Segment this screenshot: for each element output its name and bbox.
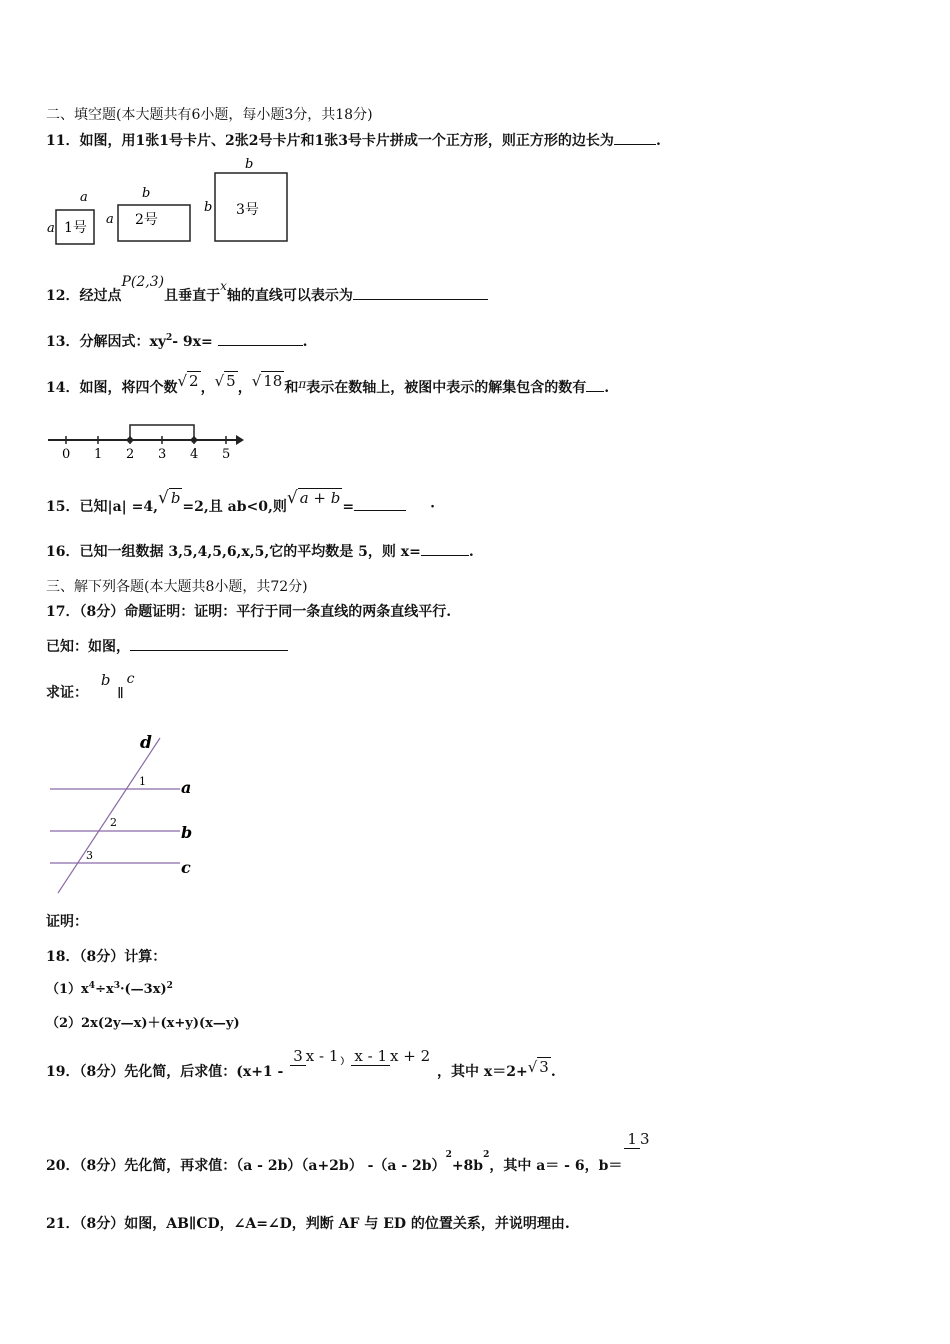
q15-sqrt-ab: √ a + b [286, 488, 341, 508]
q13-sup: 2 [165, 333, 173, 344]
q12-post: 轴的直线可以表示为 [226, 288, 353, 304]
q12-pre: 12．经过点 [46, 288, 122, 304]
q16-text: 16．已知一组数据 3,5,4,5,6,x,5,它的平均数是 5，则 x= [46, 544, 421, 560]
question-16 [46, 541, 474, 561]
question-19 [46, 1045, 556, 1095]
question-13 [46, 331, 308, 351]
q17-known-label: 已知：如图， [46, 639, 130, 655]
q17-proof: 证明： [46, 914, 88, 930]
q17-figure [40, 728, 220, 898]
q14-comma2: ， [237, 380, 252, 396]
q14-sqrt5: √ 5 [214, 372, 236, 390]
angle-1-label: 1 [139, 775, 146, 788]
card2-label: 2号 [135, 212, 158, 228]
q12-axis: x [220, 279, 227, 293]
q14-and: 和 [284, 380, 299, 396]
q11-card-figure [40, 155, 300, 250]
q14-blank [586, 379, 604, 392]
line-a-label: a [181, 778, 192, 797]
q15-eq: = [342, 499, 355, 515]
question-18: 18．（8分）计算： [46, 949, 167, 965]
q20-frac: 1 3 [624, 1130, 649, 1149]
section-2-heading: 二、填空题(本大题共有6小题，每小题3分，共18分) [46, 107, 373, 123]
number-line-tick-label: 1 [94, 447, 103, 462]
q19-frac1: 3 x - 1 [290, 1047, 338, 1066]
q11-text: 11．如图，用1张1号卡片、2张2号卡片和1张3号卡片拼成一个正方形，则正方形的边长为 [46, 133, 614, 149]
q14-post: 表示在数轴上，被图中表示的解集包含的数有 [306, 380, 587, 396]
line-d-label: d [140, 733, 152, 753]
q17-parallel-symbol: ∥ [117, 686, 124, 700]
q20-sup2: 2 [483, 1150, 490, 1161]
card1-side-label: a [47, 221, 55, 236]
q19-mid: ，其中 x＝2+ [437, 1064, 528, 1080]
number-line-tick-label: 3 [158, 447, 167, 462]
q15-blank [354, 498, 406, 511]
q14-end: . [604, 380, 610, 396]
q17-prove-b: b [100, 671, 111, 689]
line-b-label: b [181, 823, 193, 842]
q13-post: - 9x= [172, 334, 213, 350]
q12-mid: 且垂直于 [164, 288, 221, 304]
q14-sqrt2: √ 2 [177, 372, 199, 390]
q15-pre: 15．已知|a| =4, [46, 499, 158, 515]
line-c-label: c [181, 858, 191, 877]
card3-top-label: b [245, 157, 254, 172]
q20-text: 20．（8分）先化简，再求值：（a - 2b）（a+2b） -（a - 2b） [46, 1158, 446, 1174]
q13-blank [218, 333, 303, 346]
q17-prove-c: c [126, 671, 135, 687]
q13-end: . [302, 334, 308, 350]
angle-3-label: 3 [86, 849, 93, 862]
q13-pre: 13．分解因式：xy [46, 334, 166, 350]
question-21: 21．（8分）如图，AB∥CD，∠A=∠D，判断 AF 与 ED 的位置关系，并说明理由. [46, 1216, 570, 1232]
card3-side-label: b [204, 200, 213, 215]
angle-2-label: 2 [110, 816, 117, 829]
q16-end: . [468, 544, 474, 560]
q19-end: . [550, 1064, 556, 1080]
q15-sqrt-b: √ b [157, 488, 181, 508]
number-line-tick-label: 0 [62, 447, 71, 462]
question-15 [46, 488, 435, 516]
q16-blank [421, 543, 469, 556]
q14-comma1: ， [200, 380, 215, 396]
q20-mid: +8b [451, 1158, 484, 1174]
card3-label: 3号 [236, 202, 259, 218]
q15-dot: · [430, 499, 435, 515]
q11-end: . [655, 133, 661, 149]
q18-part2: （2）2x(2y—x)＋(x+y)(x—y) [46, 1016, 240, 1031]
question-11 [46, 130, 661, 150]
card2-side-label: a [106, 212, 114, 227]
card1-top-label: a [80, 190, 88, 205]
q20-sup1: 2 [445, 1150, 452, 1161]
question-12 [46, 274, 488, 305]
q19-frac2: x - 1 x + 2 [351, 1047, 430, 1066]
q11-blank [614, 132, 656, 145]
section-3-heading: 三、解下列各题(本大题共8小题，共72分) [46, 579, 308, 595]
q17-prove-label: 求证： [46, 685, 88, 701]
q19-pre: 19．（8分）先化简，后求值：(x+1 - [46, 1064, 284, 1080]
question-14 [46, 372, 610, 397]
q19-paren: ） [340, 1057, 350, 1067]
q14-pre: 14．如图，将四个数 [46, 380, 178, 396]
number-line-tick-label: 5 [222, 447, 231, 462]
q17-blank [130, 638, 288, 651]
number-line-tick-label: 4 [190, 447, 199, 462]
q14-pi: π [298, 377, 307, 391]
question-17: 17．（8分）命题证明：证明：平行于同一条直线的两条直线平行. [46, 604, 452, 620]
q17-known [46, 636, 288, 656]
q17-prove [46, 671, 135, 702]
number-line-tick-label: 2 [126, 447, 135, 462]
q12-point: P(2,3) [121, 274, 165, 290]
card1-label: 1号 [64, 220, 87, 236]
q19-sqrt3: √ 3 [527, 1058, 549, 1076]
q18-part1: （1）x4÷x3·(—3x)2 [46, 980, 173, 997]
q14-number-line [44, 418, 254, 463]
q20-post: ，其中 a＝ - 6，b＝ [489, 1158, 623, 1174]
question-20 [46, 1128, 652, 1178]
q15-mid: =2,且 ab<0,则 [182, 499, 287, 515]
q12-blank [353, 287, 488, 300]
card2-top-label: b [142, 186, 151, 201]
q14-sqrt18: √ 18 [251, 372, 283, 390]
